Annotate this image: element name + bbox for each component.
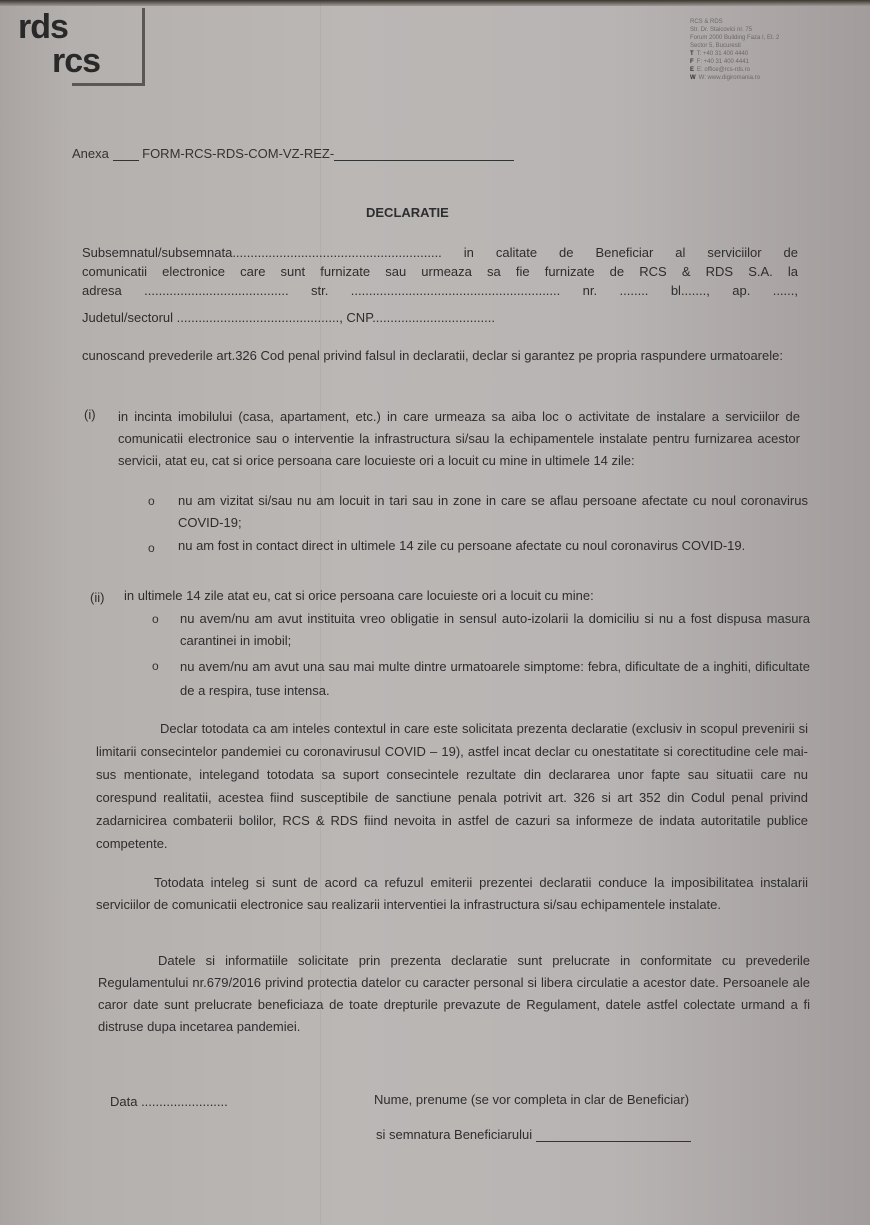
- section-ii-bullet-2: nu avem/nu am avut una sau mai multe dintre urmatoarele simptome: febra, dificultate de a inghiti, dificultate de a respira, tuse intensa.: [180, 659, 810, 698]
- name-label: Nume, prenume (se vor completa in clar de Beneficiar): [374, 1092, 690, 1107]
- form-code-blank[interactable]: [334, 160, 514, 161]
- bullet-icon: o: [148, 494, 155, 508]
- company-contact-block: [690, 18, 779, 82]
- contact-line: RCS & RDS: [690, 19, 723, 25]
- web-icon: W: [690, 75, 696, 81]
- bullet-icon: o: [152, 612, 159, 626]
- paragraph-refusal: Totodata inteleg si sunt de acord ca refuzul emiterii prezentei declaratii conduce la imposibilitatea instalarii serviciilor de comunicatii electronice sau realizarii interventiei la infrastructura si/sau echipamentele instalate.: [96, 875, 808, 912]
- email-icon: E: [690, 67, 695, 73]
- section-ii-bullet-1: nu avem/nu am avut instituita vreo obligatie in sensul auto-izolarii la domiciliu si nu a fost dispusa masura carantinei in imobil;: [180, 611, 810, 648]
- signature-line[interactable]: [536, 1141, 691, 1142]
- signature-label: si semnatura Beneficiarului: [376, 1127, 533, 1142]
- fax-icon: F: [690, 59, 694, 65]
- paragraph-gdpr: Datele si informatiile solicitate prin prezenta declaratie sunt prelucrate in conformitate cu prevederile Regulamentului nr.679/2016 privind protectia datelor cu caracter personal si libera circulatie a acestor date. Persoanele ale caror date sunt prelucrate beneficiaza de toate drepturile prevazute de Regulament, datele astfel colectate urmand a fi distruse dupa incetarea pandemiei.: [98, 953, 810, 1034]
- date-field[interactable]: Data ........................: [110, 1094, 228, 1109]
- section-i-text: in incinta imobilului (casa, apartament, etc.) in care urmeaza sa aiba loc o activitate de instalare a serviciilor de comunicatii electronice sau o interventie la infrastructura si/sau la echipamentele instalate pentru furnizarea acestor servicii, atat eu, cat si orice persoana care locuieste ori a locuit cu mine in ultimele 14 zile:: [118, 409, 800, 468]
- document-title: DECLARATIE: [366, 205, 449, 220]
- intro-line-4-county-cnp[interactable]: Judetul/sectorul ............................................., CNP..................................: [82, 310, 495, 325]
- logo-rcs-text: rcs: [52, 42, 101, 80]
- contact-email: E E: office@rcs-rds.ro: [690, 67, 751, 73]
- annex-label: Anexa: [72, 146, 109, 161]
- rds-rcs-logo: [16, 8, 144, 86]
- bullet-icon: o: [148, 541, 155, 555]
- intro-line-1[interactable]: Subsemnatul/subsemnata.......................................................... in calitate de Beneficiar al serviciilor de: [82, 245, 798, 260]
- section-i-marker: (i): [84, 407, 96, 422]
- form-code: FORM-RCS-RDS-COM-VZ-REZ-: [142, 146, 335, 161]
- contact-line: Sector 5, Bucuresti: [690, 43, 741, 49]
- intro-line-3-address[interactable]: adresa ........................................ str. .......................................................... nr. ........ bl......., ap. ......,: [82, 283, 798, 298]
- section-i-bullet-1: nu am vizitat si/sau nu am locuit in tari sau in zone in care se aflau persoane afectate cu noul coronavirus COVID-19;: [178, 493, 808, 530]
- contact-line: Str. Dr. Staicovici nr. 75: [690, 27, 753, 33]
- preamble-text: cunoscand prevederile art.326 Cod penal privind falsul in declaratii, declar si garantez pe propria raspundere urmatoarele:: [82, 348, 783, 363]
- section-ii-text: in ultimele 14 zile atat eu, cat si orice persoana care locuieste ori a locuit cu mine:: [124, 588, 594, 603]
- contact-fax: F F: +40 31 400 4441: [690, 59, 749, 65]
- annex-number-blank[interactable]: [113, 160, 139, 161]
- phone-icon: T: [690, 51, 694, 57]
- contact-web: W W: www.digiromania.ro: [690, 75, 760, 81]
- annex-line: [72, 146, 514, 161]
- section-ii-marker: (ii): [90, 590, 105, 605]
- section-i-bullet-2: nu am fost in contact direct in ultimele 14 zile cu persoane afectate cu noul coronavirus COVID-19.: [178, 538, 746, 553]
- logo-rds-text: rds: [18, 8, 68, 46]
- paragraph-context: Declar totodata ca am inteles contextul in care este solicitata prezenta declaratie (exclusiv in scopul prevenirii si limitarii consecintelor pandemiei cu coronavirusul COVID – 19), astfel incat declar cu onestatitate si corectitudine cele mai-sus mentionate, intelegand totodata sa suport consecintele rezultate din declararea unor fapte sau situatii care nu corespund realitatii, acestea fiind susceptibile de sanctiune penala potrivit art. 326 si art 352 din Codul penal privind zadarnicirea combaterii bolilor, RCS & RDS fiind nevoita in astfel de cazuri sa informeze de indata autoritatile publice competente.: [96, 721, 808, 851]
- signature-field[interactable]: [376, 1127, 691, 1142]
- contact-phone: T T: +40 31 400 4440: [690, 51, 749, 57]
- bullet-icon: o: [152, 659, 159, 673]
- intro-line-2: comunicatii electronice care sunt furnizate sau urmeaza sa fie furnizate de RCS & RDS S.A. la: [82, 264, 798, 279]
- contact-line: Forum 2000 Building Faza I, Et. 2: [690, 35, 780, 41]
